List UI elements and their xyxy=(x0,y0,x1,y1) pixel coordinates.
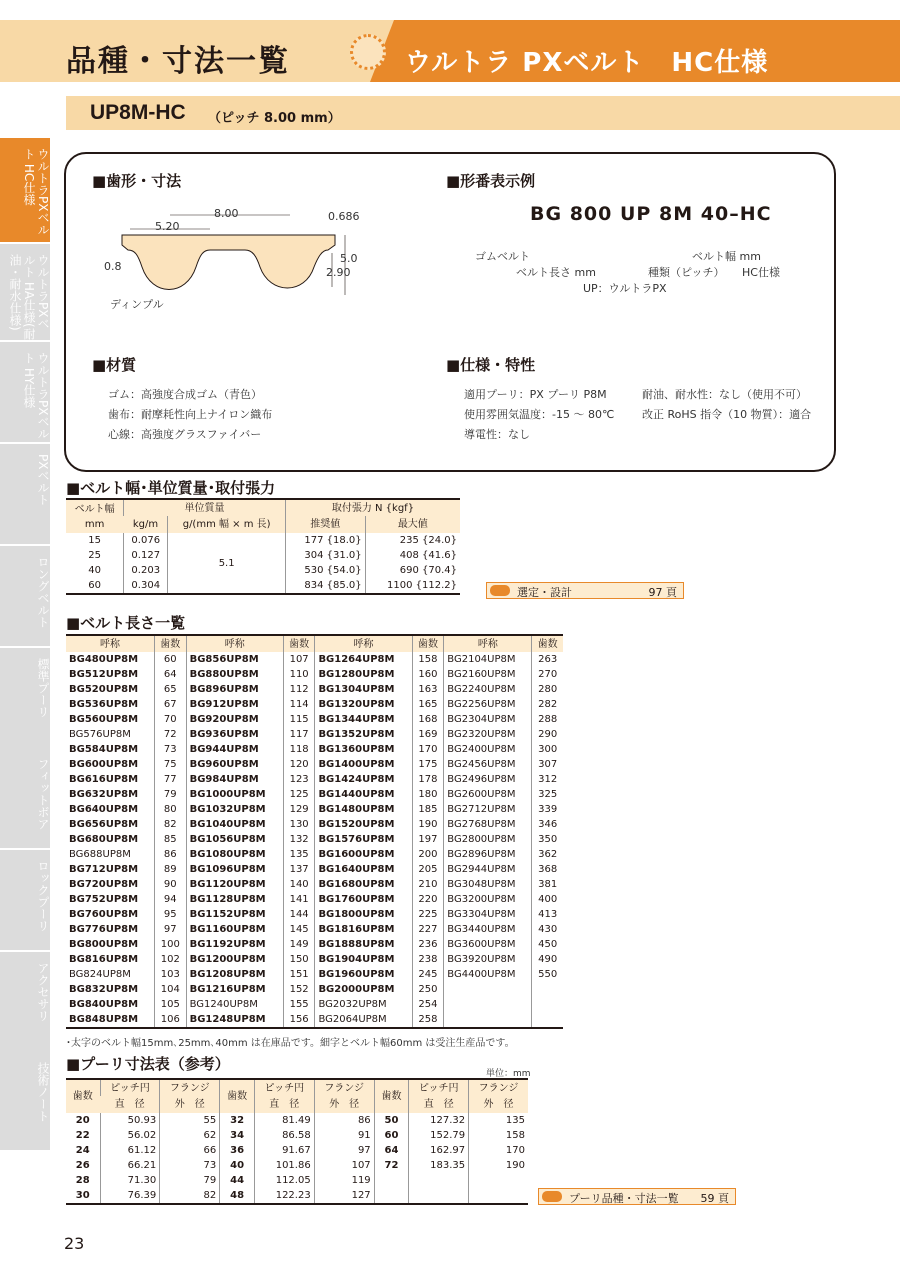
side-tab[interactable]: ロングベルト xyxy=(0,546,50,646)
dim-height: 5.0 xyxy=(340,252,358,265)
page-title: 品種・寸法一覧 xyxy=(66,44,290,79)
spec-line: 導電性：なし xyxy=(464,428,530,441)
table-row: BG512UP8M 64 BG880UP8M 110 BG1280UP8M 160 BG2160UP8M 270 xyxy=(66,667,563,682)
col-width: ベルト幅 mm xyxy=(66,499,124,533)
side-tab[interactable]: ウルトラPXベルト HA仕様(耐油・耐水仕様) xyxy=(0,244,50,340)
spec-box xyxy=(64,152,836,472)
table-row: BG848UP8M 106 BG1248UP8M 156 BG2064UP8M 258 xyxy=(66,1012,563,1028)
side-tab[interactable]: 標準プーリ xyxy=(0,648,50,748)
table-row: 20 50.93 55 32 81.49 86 50 127.32 135 xyxy=(66,1113,528,1128)
table-row: 28 71.30 79 44 112.05 119 xyxy=(66,1173,528,1188)
table-row: 22 56.02 62 34 86.58 91 60 152.79 158 xyxy=(66,1128,528,1143)
table-row: BG656UP8M 82 BG1040UP8M 130 BG1520UP8M 190 BG2768UP8M 346 xyxy=(66,817,563,832)
length-note: ･太字のベルト幅15mm､25mm､40mm は在庫品です。細字とベルト幅60mm は受注生産品です。 xyxy=(66,1038,515,1049)
example-heading: ■形番表示例 xyxy=(446,172,536,190)
table-row: 40 0.203 530 {54.0} 690 {70.4} xyxy=(66,563,460,578)
material-line: 心線：高強度グラスファイバー xyxy=(108,428,262,441)
table-row: BG640UP8M 80 BG1032UP8M 129 BG1480UP8M 185 BG2712UP8M 339 xyxy=(66,802,563,817)
pulley-unit: 単位：mm xyxy=(486,1069,531,1079)
model-name: UP8M-HC xyxy=(90,101,186,124)
table-row: BG536UP8M 67 BG912UP8M 114 BG1320UP8M 165 BG2256UP8M 282 xyxy=(66,697,563,712)
length-table: 呼称 歯数 呼称 歯数 呼称 歯数 呼称 歯数 BG480UP8M 60 BG856UP8M 107 BG1264UP8M 158 BG2104UP8M 263 BG512UP8M 64 BG880UP8M 110 BG1280UP8M 160 BG2160UP8M 270 BG520UP8M 65 BG896UP8M 112 BG1304UP8M 163 BG2240UP8M 280 BG536UP8M 67 BG912UP8M 114 BG1320UP8M 165 BG2256UP8M 282 BG560UP8M 70 BG920UP8M 115 BG1344UP8M 168 BG2304UP8M 288 BG576UP8M 72 BG936UP8M 117 BG1352UP8M 169 BG2320UP8M 290 BG584UP8M 73 BG944UP8M 118 BG1360UP8M 170 BG2400UP8M 300 BG600UP8M 75 BG960UP8M 120 BG1400UP8M 175 BG2456UP8M 307 BG616UP8M 77 BG984UP8M 123 BG1424UP8M 178 BG2496UP8M 312 BG632UP8M 79 BG1000UP8M 125 BG1440UP8M 180 BG2600UP8M 325 BG640UP8M 80 BG1032UP8M 129 BG1480UP8M 185 BG2712UP8M 339 BG656UP8M 82 BG1040UP8M 130 BG1520UP8M 190 BG2768UP8M 346 BG680UP8M 85 BG1056UP8M 132 BG1576UP8M 197 BG2800UP8M 350 BG688UP8M 86 BG1080UP8M 135 BG1600UP8M 200 BG2896UP8M 362 BG712UP8M 89 BG1096UP8M 137 BG1640UP8M 205 BG2944UP8M 368 BG720UP8M 90 BG1120UP8M 140 BG1680UP8M 210 BG3048UP8M 381 BG752UP8M 94 BG1128UP8M 141 BG1760UP8M 220 BG3200UP8M 400 BG760UP8M 95 BG1152UP8M 144 BG1800UP8M 225 BG3304UP8M 413 BG776UP8M 97 BG1160UP8M 145 BG1816UP8M 227 BG3440UP8M 430 BG800UP8M 100 BG1192UP8M 149 BG1888UP8M 236 BG3600UP8M 450 BG816UP8M 102 BG1200UP8M 150 BG1904UP8M 238 BG3920UP8M 490 BG824UP8M 103 BG1208UP8M 151 BG1960UP8M 245 BG4400UP8M 550 BG832UP8M 104 BG1216UP8M 152 BG2000UP8M 250 BG840UP8M 105 BG1240UP8M 155 BG2032UP8M 254 BG848UP8M 106 BG1248UP8M 156 BG2064UP8M 258 xyxy=(66,634,563,1029)
material-line: 歯布：耐摩耗性向上ナイロン織布 xyxy=(108,408,273,421)
table-row: 60 0.304 834 {85.0} 1100 {112.2} xyxy=(66,578,460,594)
pulley-table: 歯数 ピッチ円 フランジ 歯数 ピッチ円 フランジ 歯数 ピッチ円 フランジ 直 径 外 径 直 径 外 径 直 径 外 径 20 50.93 55 32 81.49 86 50 127.32 135 22 56.02 62 34 86.58 91 60 152.79 158 24 61.12 66 36 91.67 97 64 162.97 170 26 66.21 73 40 101.86 107 72 183.35 190 28 71.30 79 44 112.05 119 30 76.39 82 48 122.23 127 xyxy=(66,1078,528,1205)
table-row: BG576UP8M 72 BG936UP8M 117 BG1352UP8M 169 BG2320UP8M 290 xyxy=(66,727,563,742)
table-row: BG752UP8M 94 BG1128UP8M 141 BG1760UP8M 220 BG3200UP8M 400 xyxy=(66,892,563,907)
spec-line: 改正 RoHS 指令（10 物質）：適合 xyxy=(642,408,812,421)
hand-pointer-icon xyxy=(542,1191,562,1202)
ex-label-width: ベルト幅 mm xyxy=(692,250,761,263)
ex-label-length: ベルト長さ mm xyxy=(516,266,596,279)
table-row: BG800UP8M 100 BG1192UP8M 149 BG1888UP8M 236 BG3600UP8M 450 xyxy=(66,937,563,952)
table-row: BG840UP8M 105 BG1240UP8M 155 BG2032UP8M 254 xyxy=(66,997,563,1012)
spec-line: 使用雰囲気温度：-15 ～ 80℃ xyxy=(464,408,615,421)
page-subtitle: ウルトラ PXベルト HC仕様 xyxy=(405,48,769,78)
dim-tooth-height: 2.90 xyxy=(326,266,351,279)
material-line: ゴム：高強度合成ゴム（青色） xyxy=(108,388,262,401)
table-row: 15 0.076 5.1 177 {18.0} 235 {24.0} xyxy=(66,533,460,548)
side-tab[interactable]: PXベルト xyxy=(0,444,50,544)
spec-heading: ■仕様・特性 xyxy=(446,356,536,374)
table-row: 24 61.12 66 36 91.67 97 64 162.97 170 xyxy=(66,1143,528,1158)
model-band xyxy=(66,96,900,130)
ex-label-type: 種類（ピッチ） xyxy=(648,266,725,279)
dim-pitch: 8.00 xyxy=(214,207,239,220)
table-row: BG560UP8M 70 BG920UP8M 115 BG1344UP8M 168 BG2304UP8M 288 xyxy=(66,712,563,727)
table-row: BG480UP8M 60 BG856UP8M 107 BG1264UP8M 158 BG2104UP8M 263 xyxy=(66,652,563,667)
width-table: ベルト幅 mm 単位質量 取付張力 N {kgf} kg/m g/(mm 幅 × m 長) 推奨値 最大値 15 0.076 5.1 177 {18.0} 235 {24.0} 25 0.127 304 {31.0} 408 {41.6} 40 0.203 530 {54.0} 690 {70.4} 60 0.304 834 {85.0} 1100 {112.2} xyxy=(66,498,460,595)
example-code: BG 800 UP 8M 40–HC xyxy=(530,203,772,225)
table-row: BG584UP8M 73 BG944UP8M 118 BG1360UP8M 170 BG2400UP8M 300 xyxy=(66,742,563,757)
table-row: 30 76.39 82 48 122.23 127 xyxy=(66,1188,528,1204)
table-row: BG632UP8M 79 BG1000UP8M 125 BG1440UP8M 180 BG2600UP8M 325 xyxy=(66,787,563,802)
model-pitch: （ピッチ 8.00 mm） xyxy=(208,111,341,126)
ex-label-hc: HC仕様 xyxy=(742,266,780,279)
table-row: BG688UP8M 86 BG1080UP8M 135 BG1600UP8M 200 BG2896UP8M 362 xyxy=(66,847,563,862)
hand-pointer-icon xyxy=(490,585,510,596)
table-row: BG832UP8M 104 BG1216UP8M 152 BG2000UP8M 250 xyxy=(66,982,563,997)
table-row: BG520UP8M 65 BG896UP8M 112 BG1304UP8M 163 BG2240UP8M 280 xyxy=(66,682,563,697)
ref-selection-link[interactable]: 選定・設計 97 頁 xyxy=(486,582,684,599)
table-row: BG712UP8M 89 BG1096UP8M 137 BG1640UP8M 205 BG2944UP8M 368 xyxy=(66,862,563,877)
table-row: BG600UP8M 75 BG960UP8M 120 BG1400UP8M 175 BG2456UP8M 307 xyxy=(66,757,563,772)
side-tab[interactable]: アクセサリ xyxy=(0,952,50,1052)
table-row: BG616UP8M 77 BG984UP8M 123 BG1424UP8M 178 BG2496UP8M 312 xyxy=(66,772,563,787)
side-tab[interactable]: ウルトラPXベルト HC仕様 xyxy=(0,138,50,242)
page-number: 23 xyxy=(64,1234,85,1253)
pulley-table-heading: ■プーリ寸法表（参考） xyxy=(66,1055,230,1073)
width-table-heading: ■ベルト幅･単位質量･取付張力 xyxy=(66,479,276,497)
dim-width: 5.20 xyxy=(155,220,180,233)
table-row: 25 0.127 304 {31.0} 408 {41.6} xyxy=(66,548,460,563)
table-row: BG824UP8M 103 BG1208UP8M 151 BG1960UP8M 245 BG4400UP8M 550 xyxy=(66,967,563,982)
spec-line: 適用プーリ：PX プーリ P8M xyxy=(464,388,607,401)
dimple-label: ディンプル xyxy=(110,298,164,311)
table-row: BG720UP8M 90 BG1120UP8M 140 BG1680UP8M 210 BG3048UP8M 381 xyxy=(66,877,563,892)
table-row: BG776UP8M 97 BG1160UP8M 145 BG1816UP8M 227 BG3440UP8M 430 xyxy=(66,922,563,937)
ex-label-rubber: ゴムベルト xyxy=(475,250,530,263)
side-tab[interactable]: 技術ノート xyxy=(0,1052,50,1150)
side-tab[interactable]: ロックプーリ xyxy=(0,850,50,950)
dim-radius: 0.686 xyxy=(328,210,360,223)
gear-icon xyxy=(350,34,386,70)
length-table-heading: ■ベルト長さ一覧 xyxy=(66,614,186,632)
ref-pulley-link[interactable]: プーリ品種・寸法一覧 59 頁 xyxy=(538,1188,736,1205)
dim-fillet: 0.8 xyxy=(104,260,122,273)
side-tab[interactable]: フィットボア xyxy=(0,748,50,848)
ex-label-up: UP：ウルトラPX xyxy=(583,282,667,295)
spec-line: 耐油、耐水性：なし（使用不可） xyxy=(642,388,807,401)
table-row: BG816UP8M 102 BG1200UP8M 150 BG1904UP8M 238 BG3920UP8M 490 xyxy=(66,952,563,967)
side-tab[interactable]: ウルトラPXベルト HY仕様 xyxy=(0,342,50,442)
tooth-heading: ■歯形・寸法 xyxy=(92,172,182,190)
table-row: BG680UP8M 85 BG1056UP8M 132 BG1576UP8M 197 BG2800UP8M 350 xyxy=(66,832,563,847)
material-heading: ■材質 xyxy=(92,356,137,374)
table-row: BG760UP8M 95 BG1152UP8M 144 BG1800UP8M 225 BG3304UP8M 413 xyxy=(66,907,563,922)
table-row: 26 66.21 73 40 101.86 107 72 183.35 190 xyxy=(66,1158,528,1173)
